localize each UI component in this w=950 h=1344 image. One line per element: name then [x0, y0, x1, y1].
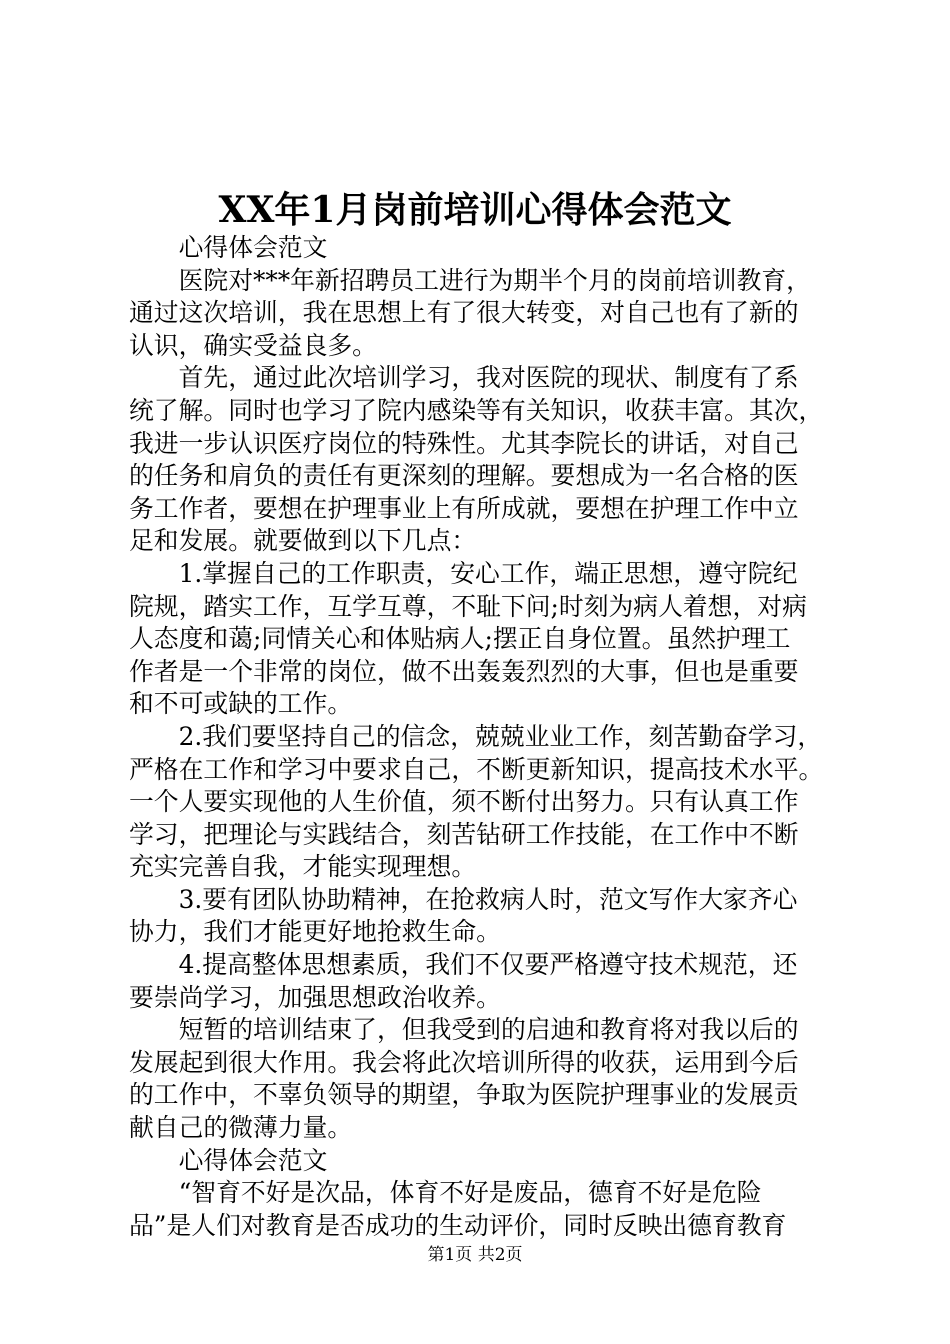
body-line: 和不可或缺的工作。 [129, 689, 353, 719]
body-line: 短暂的培训结束了，但我受到的启迪和教育将对我以后的 [129, 1015, 799, 1045]
body-line: 心得体会范文 [129, 233, 328, 262]
body-line: 务工作者，要想在护理事业上有所成就，要想在护理工作中立 [129, 493, 799, 523]
body-line: 学习，把理论与实践结合，刻苦钻研工作技能，在工作中不断 [129, 819, 799, 849]
body-line: 献自己的微薄力量。 [129, 1113, 353, 1143]
body-line: 院规，踏实工作，互学互尊，不耻下问;时刻为病人着想，对病 [129, 591, 807, 621]
document-title: XX年1月岗前培训心得体会范文 [218, 189, 732, 231]
body-line: 通过这次培训，我在思想上有了很大转变，对自己也有了新的 [129, 298, 799, 328]
body-line: 医院对***年新招聘员工进行为期半个月的岗前培训教育， [129, 265, 811, 295]
body-line: 统了解。同时也学习了院内感染等有关知识，收获丰富。其次， [129, 395, 824, 425]
document-body [129, 232, 829, 1242]
body-line: 2.我们要坚持自己的信念，兢兢业业工作，刻苦勤奋学习， [129, 721, 823, 751]
body-line: 人态度和蔼;同情关心和体贴病人;摆正自身位置。虽然护理工 [129, 624, 791, 654]
body-line: 心得体会范文 [129, 1145, 328, 1175]
body-line: 一个人要实现他的人生价值，须不断付出努力。只有认真工作 [129, 787, 799, 817]
body-line: 发展起到很大作用。我会将此次培训所得的收获，运用到今后 [129, 1047, 799, 1077]
body-line: 充实完善自我，才能实现理想。 [129, 852, 477, 882]
body-line: 严格在工作和学习中要求自己，不断更新知识，提高技术水平。 [129, 754, 824, 784]
body-line: 品”是人们对教育是否成功的生动评价，同时反映出德育教育 [129, 1210, 787, 1240]
body-line: 协力，我们才能更好地抢救生命。 [129, 917, 501, 947]
body-line: 认识，确实受益良多。 [129, 330, 377, 360]
body-line: 要崇尚学习，加强思想政治收养。 [129, 982, 501, 1012]
body-line: 作者是一个非常的岗位，做不出轰轰烈烈的大事，但也是重要 [129, 656, 799, 686]
body-line: 4.提高整体思想素质，我们不仅要严格遵守技术规范，还 [129, 950, 798, 980]
body-line: 的任务和肩负的责任有更深刻的理解。要想成为一名合格的医 [129, 461, 799, 491]
body-line: 的工作中，不辜负领导的期望，争取为医院护理事业的发展贡 [129, 1080, 799, 1110]
body-line: 首先，通过此次培训学习，我对医院的现状、制度有了系 [129, 363, 799, 393]
body-line: 我进一步认识医疗岗位的特殊性。尤其李院长的讲话，对自己 [129, 428, 799, 458]
body-line: 足和发展。就要做到以下几点： [129, 526, 477, 556]
body-line: 3.要有团队协助精神，在抢救病人时，范文写作大家齐心 [129, 884, 798, 914]
body-line: 1.掌握自己的工作职责，安心工作，端正思想，遵守院纪 [129, 558, 798, 588]
page-number-footer: 第1页 共2页 [427, 1245, 523, 1265]
body-line: “智育不好是次品，体育不好是废品，德育不好是危险 [129, 1178, 762, 1208]
